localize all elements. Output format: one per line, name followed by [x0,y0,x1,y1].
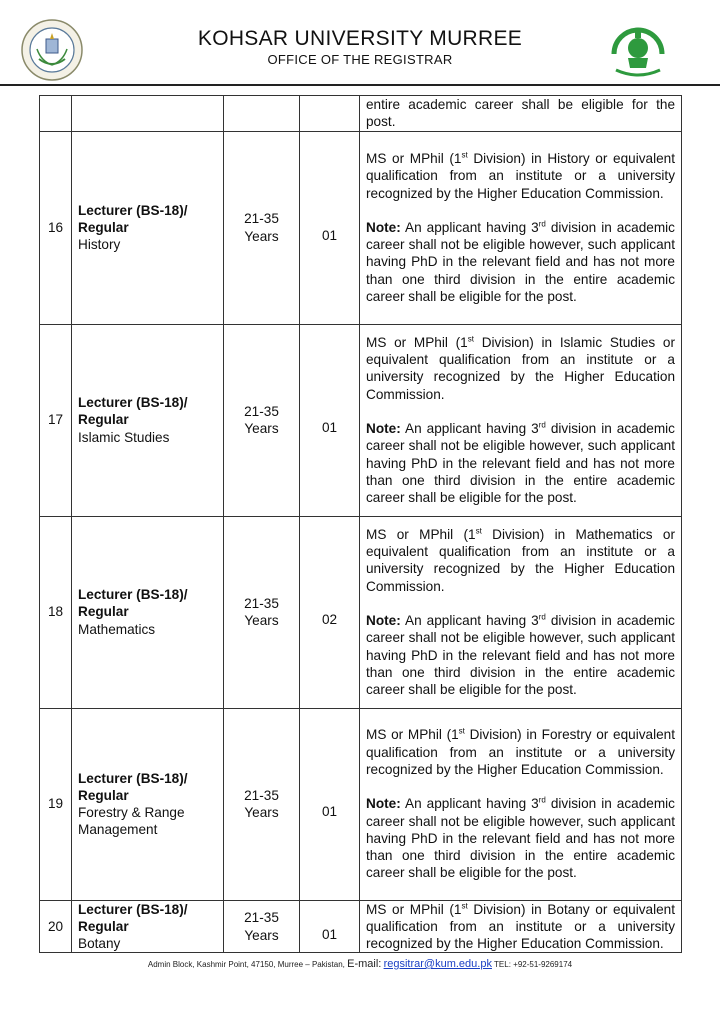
age-range: 21-35 [244,403,279,419]
header-rule [0,84,720,86]
post-type: Regular [78,918,129,934]
table-row [40,96,682,132]
vacancies-cell [300,516,360,708]
post-department: Forestry & Range Management [78,805,185,838]
age-range: 21-35 [244,595,279,611]
post-title: Lecturer (BS-18)/ [78,901,188,917]
post-cell [72,131,224,324]
table-row [40,708,682,900]
table-row [40,516,682,708]
letterhead [0,0,720,86]
vacancies-cell [300,324,360,516]
positions-table [39,95,682,953]
note-text: Note: An applicant having 3rd division in academic career shall not be eligible however, such applicant having PhD in the relevant field and has not more than one third division in the entire academic career shall be eligible for the post. [366,420,675,506]
qualification-text: MS or MPhil (1st Division) in Mathematics or equivalent qualification from an institute or a university recognized by the Higher Education Commission. [366,526,676,594]
post-department: History [78,237,121,253]
email-link[interactable]: regsitrar@kum.edu.pk [383,958,492,970]
post-title: Lecturer (BS-18)/ [78,202,188,218]
footer [0,958,720,970]
university-name: KOHSAR UNIVERSITY MURREE [197,27,523,50]
serial-number: 17 [40,324,72,516]
post-cell [72,516,224,708]
age-unit: Years [244,927,279,943]
qualification-text: MS or MPhil (1st Division) in History or equivalent qualification from an institute or a university recognized by the Higher Education Commission. [366,150,675,201]
qualification-cell [360,516,682,708]
qualification-cell [360,900,682,953]
punjab-emblem-icon [606,24,670,80]
vacancies-cell [300,900,360,953]
post-title: Lecturer (BS-18)/ [78,395,188,411]
qualification-text: MS or MPhil (1st Division) in Islamic Studies or equivalent qualification from an institute or a university recognized by the Higher Education Commission. [366,334,676,402]
table-row [40,131,682,324]
age-unit: Years [244,613,279,629]
age-unit: Years [244,228,279,244]
office-name: OFFICE OF THE REGISTRAR [267,52,453,67]
age-range: 21-35 [244,910,279,926]
age-cell [224,131,300,324]
footer-tel: TEL: +92-51-9269174 [494,960,573,969]
vacancies: 01 [321,227,338,243]
age-cell [224,708,300,900]
post-cell [72,324,224,516]
note-text: Note: An applicant having 3rd division in academic career shall not be eligible however, such applicant having PhD in the relevant field and has not more than one third division in the entire academic career shall be eligible for the post. [366,612,675,698]
age-cell [224,516,300,708]
qualification-cell [360,324,682,516]
post-department: Islamic Studies [78,429,170,445]
table-row [40,324,682,516]
serial-number: 19 [40,708,72,900]
post-cell [72,708,224,900]
qualification-cell [360,708,682,900]
footer-address: Admin Block, Kashmir Point, 47150, Murree – Pakistan, [147,960,345,969]
qualification-cell [360,131,682,324]
age-cell [224,900,300,953]
vacancies: 01 [321,420,338,436]
serial-number: 20 [40,900,72,953]
vacancies: 01 [321,804,338,820]
post-department: Mathematics [78,621,156,637]
post-type: Regular [78,604,129,620]
qualification-text: MS or MPhil (1st Division) in Botany or equivalent qualification from an institute or a university recognized by the Higher Education Commission. [366,901,676,952]
serial-number: 16 [40,131,72,324]
vacancies: 01 [321,926,338,942]
post-cell [72,900,224,953]
note-text: Note: An applicant having 3rd division in academic career shall not be eligible however, such applicant having PhD in the relevant field and has not more than one third division in the entire academic career shall be eligible for the post. [366,219,675,304]
age-range: 21-35 [244,787,279,803]
vacancies-cell [300,131,360,324]
post-title: Lecturer (BS-18)/ [78,770,188,786]
post-department: Botany [78,936,121,952]
post-type: Regular [78,219,129,235]
age-unit: Years [244,421,279,437]
age-unit: Years [244,805,279,821]
age-cell [224,324,300,516]
post-title: Lecturer (BS-18)/ [78,587,188,603]
continuation-text: entire academic career shall be eligible for the post. [360,96,682,132]
serial-number: 18 [40,516,72,708]
vacancies: 02 [321,612,338,628]
post-type: Regular [78,412,129,428]
post-type: Regular [78,787,129,803]
qualification-text: MS or MPhil (1st Division) in Forestry or equivalent qualification from an institute or a university recognized by the Higher Education Commission. [366,726,675,777]
vacancies-cell [300,708,360,900]
table-row [40,900,682,953]
age-range: 21-35 [244,211,279,227]
note-text: Note: An applicant having 3rd division in academic career shall not be eligible however, such applicant having PhD in the relevant field and has not more than one third division in the entire academic career shall be eligible for the post. [366,795,675,881]
footer-email-label: E-mail: [347,958,382,970]
